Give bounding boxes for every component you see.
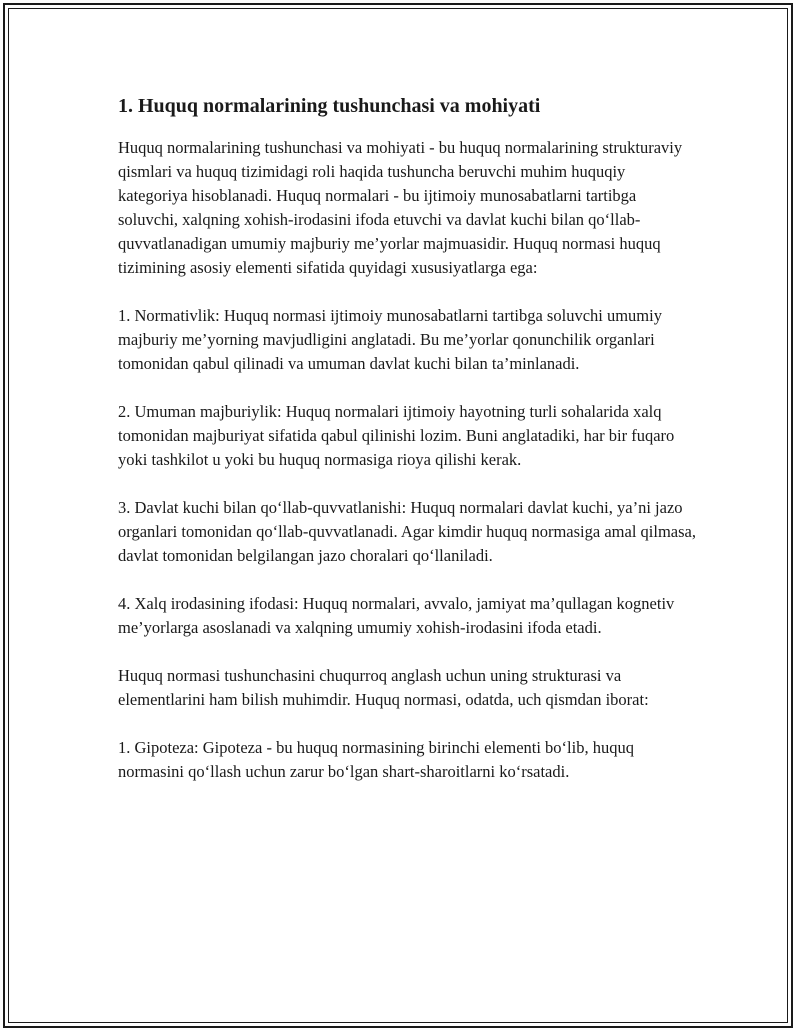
paragraph-davlat-kuchi: 3. Davlat kuchi bilan qo‘llab-quvvatlanishi: Huquq normalari davlat kuchi, ya’ni jazo organlari tomonidan qo‘llab-quvvatlanadi. Agar kimdir huquq normasiga amal qilmasa, davlat tomonidan belgilangan jazo choralari qo‘llaniladi.	[118, 498, 696, 565]
paragraph-gipoteza: 1. Gipoteza: Gipoteza - bu huquq normasining birinchi elementi bo‘lib, huquq normasini qo‘llash uchun zarur bo‘lgan shart-sharoitlarni ko‘rsatadi.	[118, 738, 634, 781]
paragraph-normativlik: 1. Normativlik: Huquq normasi ijtimoiy munosabatlarni tartibga soluvchi umumiy majburiy me’yorning mavjudligini anglatadi. Bu me’yorlar qonunchilik organlari tomonidan qabul qilinadi va umuman davlat kuchi bilan ta’minlanadi.	[118, 306, 662, 373]
paragraph-intro: Huquq normalarining tushunchasi va mohiyati - bu huquq normalarining strukturaviy qismlari va huquq tizimidagi roli haqida tushuncha beruvchi muhim huquqiy kategoriya hisoblanadi. Huquq normalari - bu ijtimoiy munosabatlarni tartibga soluvchi, xalqning xohish-irodasini ifoda etuvchi va davlat kuchi bilan qo‘llab-quvvatlanadigan umumiy majburiy me’yorlar majmuasidir. Huquq normasi huquq tizimining asosiy elementi sifatida quyidagi xususiyatlarga ega:	[118, 138, 683, 277]
document-body	[118, 92, 698, 808]
paragraph-xalq-irodasi: 4. Xalq irodasining ifodasi: Huquq normalari, avvalo, jamiyat ma’qullagan kognetiv me’yorlarga asoslanadi va xalqning umumiy xohish-irodasini ifoda etadi.	[118, 594, 675, 637]
paragraph-majburiylik: 2. Umuman majburiylik: Huquq normalari ijtimoiy hayotning turli sohalarida xalq tomonidan majburiyat sifatida qabul qilinishi lozim. Buni anglatadiki, har bir fuqaro yoki tashkilot u yoki bu huquq normasiga rioya qilishi kerak.	[118, 402, 675, 469]
paragraph-struktura: Huquq normasi tushunchasini chuqurroq anglash uchun uning strukturasi va elementlarini ham bilish muhimdir. Huquq normasi, odatda, uch qismdan iborat:	[118, 666, 649, 709]
section-heading: 1. Huquq normalarining tushunchasi va mohiyati	[118, 95, 541, 117]
